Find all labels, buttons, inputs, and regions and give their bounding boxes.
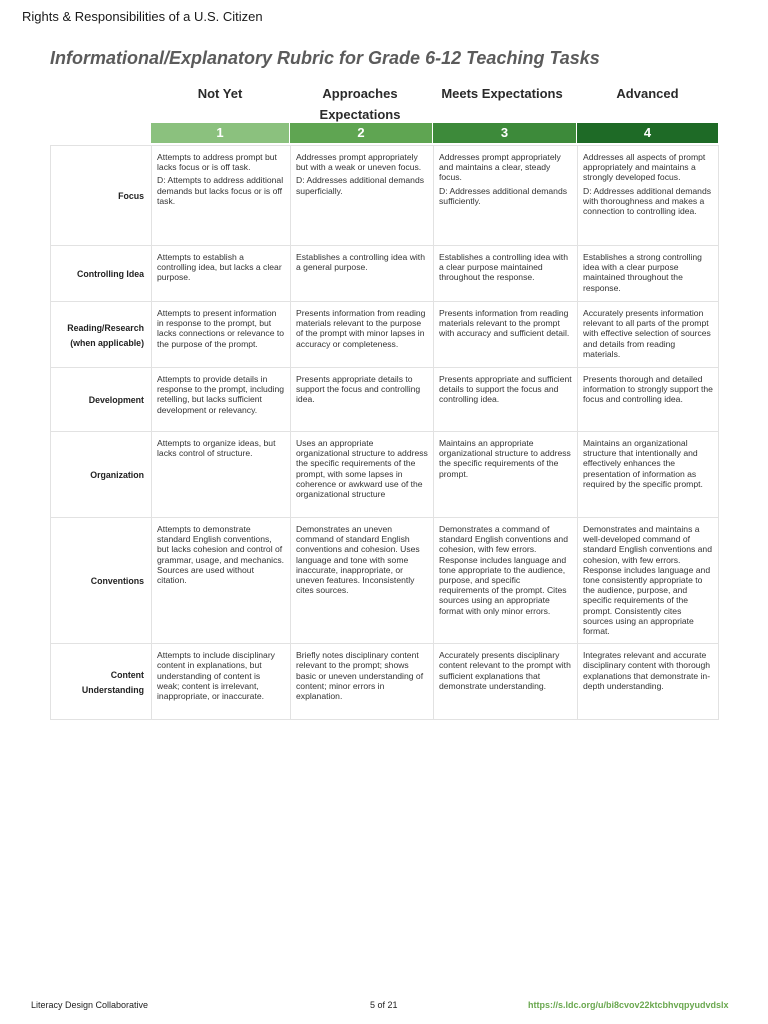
rubric-cell <box>434 518 578 644</box>
rubric-cell <box>152 302 291 368</box>
rubric-row <box>51 246 719 302</box>
rubric-row <box>51 518 719 644</box>
criterion-label: Development <box>51 368 152 432</box>
criterion-label: Focus <box>51 146 152 246</box>
rubric-cell <box>434 246 578 302</box>
cell-text: D: Addresses additional demands with thoroughness and makes a connection to controlling idea. <box>583 185 712 217</box>
cell-text: Integrates relevant and accurate disciplinary content with thorough explanations that demonstrate in-depth understanding. <box>583 650 711 691</box>
footer-link[interactable]: https://s.ldc.org/u/bi8cvov22ktcbhvqpyudvdslx <box>528 1000 729 1010</box>
cell-text: Maintains an organizational structure that intentionally and effectively enhances the presentation of information as required by the specific prompt. <box>583 438 703 489</box>
score-bar-4: 4 <box>577 123 718 143</box>
rubric-cell <box>291 246 434 302</box>
footer-page-number: 5 of 21 <box>370 1000 398 1010</box>
cell-text: Demonstrates an uneven command of standard English conventions and cohesion. Uses language and tone with some inaccurate, inappropriate, or uneven features. Inconsistently cites sources. <box>296 524 420 596</box>
rubric-cell <box>578 644 719 720</box>
rubric-cell <box>152 368 291 432</box>
rubric-cell <box>578 246 719 302</box>
rubric-row <box>51 368 719 432</box>
cell-text: Establishes a controlling idea with a clear purpose maintained throughout the response. <box>439 252 568 283</box>
cell-text: Accurately presents information relevant to all parts of the prompt with effective selection of sources and details from reading materials. <box>583 308 711 359</box>
footer-publisher: Literacy Design Collaborative <box>31 1000 149 1010</box>
rubric-row <box>51 432 719 518</box>
level-heading-advanced: Advanced <box>616 86 679 101</box>
rubric-cell <box>578 432 719 518</box>
cell-text: Presents thorough and detailed information to strongly support the focus and controlling idea. <box>583 374 713 405</box>
criterion-label: Organization <box>51 432 152 518</box>
rubric-row <box>51 146 719 246</box>
page-header: Rights & Responsibilities of a U.S. Citizen <box>22 9 263 24</box>
rubric-title: Informational/Explanatory Rubric for Grade 6-12 Teaching Tasks <box>50 48 600 68</box>
cell-text: D: Addresses additional demands superficially. <box>296 175 425 196</box>
cell-text: Attempts to include disciplinary content in explanations, but understanding of content is weak; content is irrelevant, inappropriate, or inaccurate. <box>157 650 275 702</box>
rubric-cell <box>291 368 434 432</box>
level-heading-meets: Meets Expectations <box>441 86 563 101</box>
rubric-cell <box>578 302 719 368</box>
cell-text: D: Attempts to address additional demands but lacks focus or is off task. <box>157 175 284 206</box>
cell-text: Attempts to present information in response to the prompt, but lacks connections or relevance to the purpose of the prompt. <box>157 308 285 349</box>
cell-text: Maintains an appropriate organizational structure to address the specific requirements of the prompt. <box>439 438 571 479</box>
cell-text: Presents information from reading materials relevant to the prompt with accuracy and sufficient detail. <box>439 308 570 339</box>
criterion-label: Content Understanding <box>51 644 152 720</box>
rubric-row <box>51 302 719 368</box>
level-heading-not-yet: Not Yet <box>197 86 243 101</box>
cell-text: Demonstrates and maintains a well-developed command of standard English conventions and cohesion, with few errors. Response includes language and tone consistently appropriate to the audience, purpose, and specific requirements of the prompt. Consistently cites sources using an appropriate format. <box>583 524 712 637</box>
cell-text: Addresses all aspects of prompt appropriately and maintains a strongly developed focus. <box>583 152 706 183</box>
rubric-cell <box>152 518 291 644</box>
rubric-cell <box>434 146 578 246</box>
cell-text: Accurately presents disciplinary content relevant to the prompt with sufficient explanations that demonstrate understanding. <box>439 650 571 691</box>
rubric-cell <box>152 644 291 720</box>
cell-text: D: Addresses additional demands sufficiently. <box>439 185 568 206</box>
score-bar-1: 1 <box>151 123 289 143</box>
cell-text: Establishes a controlling idea with a general purpose. <box>296 252 425 273</box>
criterion-label: Reading/Research (when applicable) <box>51 302 152 368</box>
rubric-cell <box>434 368 578 432</box>
score-bar-3: 3 <box>433 123 576 143</box>
rubric-cell <box>152 146 291 246</box>
cell-text: Briefly notes disciplinary content relevant to the prompt; shows basic or uneven understanding of content; minor errors in explanation. <box>296 650 424 702</box>
criterion-label: Controlling Idea <box>51 246 152 302</box>
score-bar-2: 2 <box>290 123 432 143</box>
cell-text: Attempts to provide details in response to the prompt, including retelling, but lacks sufficient development or relevancy. <box>157 374 285 415</box>
cell-text: Presents appropriate and sufficient details to support the focus and controlling idea. <box>439 374 572 405</box>
rubric-cell <box>578 368 719 432</box>
cell-text: Addresses prompt appropriately and maintains a clear, steady focus. <box>439 152 561 183</box>
criterion-label: Conventions <box>51 518 152 644</box>
rubric-cell <box>434 432 578 518</box>
rubric-cell <box>291 302 434 368</box>
cell-text: Attempts to address prompt but lacks focus or is off task. <box>157 152 277 173</box>
rubric-cell <box>152 246 291 302</box>
cell-text: Establishes a strong controlling idea with a clear purpose maintained throughout the response. <box>583 252 702 293</box>
cell-text: Addresses prompt appropriately but with a weak or uneven focus. <box>296 152 422 173</box>
rubric-cell <box>291 432 434 518</box>
rubric-cell <box>291 518 434 644</box>
rubric-table <box>50 145 719 720</box>
rubric-cell <box>578 146 719 246</box>
rubric-cell <box>152 432 291 518</box>
rubric-cell <box>578 518 719 644</box>
level-heading-approaches: Approaches Expectations <box>319 86 401 122</box>
rubric-cell <box>291 644 434 720</box>
cell-text: Presents appropriate details to support the focus and controlling idea. <box>296 374 421 405</box>
cell-text: Attempts to demonstrate standard English conventions, but lacks cohesion and control of grammar, usage, and mechanics. Sources are used without citation. <box>157 524 285 586</box>
rubric-cell <box>434 644 578 720</box>
cell-text: Attempts to establish a controlling idea, but lacks a clear purpose. <box>157 252 282 283</box>
cell-text: Presents information from reading materials relevant to the purpose of the prompt with minor lapses in accuracy or completeness. <box>296 308 426 349</box>
rubric-cell <box>291 146 434 246</box>
cell-text: Uses an appropriate organizational structure to address the specific requirements of the prompt, with some lapses in coherence or awkward use of the organizational structure <box>296 438 428 500</box>
cell-text: Attempts to organize ideas, but lacks control of structure. <box>157 438 276 459</box>
rubric-row <box>51 644 719 720</box>
rubric-cell <box>434 302 578 368</box>
cell-text: Demonstrates a command of standard English conventions and cohesion, with few errors. Response includes language and tone appropriate to the audience, purpose, and specific requirements of the prompt. Cites sources using an appropriate format with only minor errors. <box>439 524 568 616</box>
